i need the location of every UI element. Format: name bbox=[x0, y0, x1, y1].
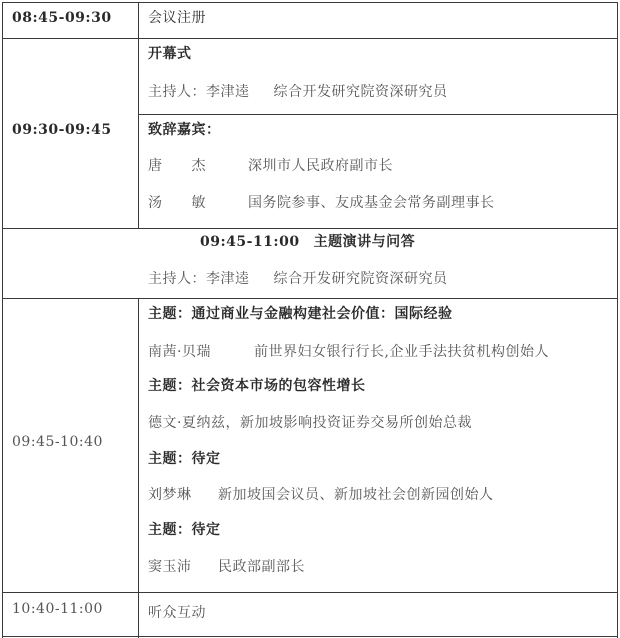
time-cell: 09:30-09:45 bbox=[12, 122, 112, 138]
host-role: 综合开发研究院资深研究员 bbox=[273, 271, 448, 287]
guest-line bbox=[148, 156, 393, 176]
guest-role: 国务院参事、友成基金会常务副理事长 bbox=[248, 195, 495, 211]
row-divider bbox=[2, 592, 618, 593]
table-border-top bbox=[2, 2, 618, 3]
table-border-right bbox=[617, 2, 618, 638]
speaker-role: 新加坡国会议员、新加坡社会创新园创始人 bbox=[218, 487, 494, 503]
guest-role: 深圳市人民政府副市长 bbox=[248, 158, 393, 174]
speaker-role: 前世界妇女银行行长,企业手法扶贫机构创始人 bbox=[254, 344, 549, 360]
speaker-name: 南茜·贝瑞 bbox=[148, 344, 211, 360]
speaker-role: 民政部副部长 bbox=[218, 559, 305, 575]
host-name: 李津逵 bbox=[206, 271, 250, 287]
topic-title: 主题：社会资本市场的包容性增长 bbox=[148, 378, 366, 394]
topic-title: 主题：通过商业与金融构建社会价值：国际经验 bbox=[148, 306, 453, 322]
row-divider bbox=[2, 38, 618, 39]
host-line bbox=[148, 82, 448, 102]
host-role: 综合开发研究院资深研究员 bbox=[273, 84, 448, 100]
speaker-line bbox=[148, 485, 494, 505]
guest-name: 汤 敏 bbox=[148, 195, 206, 211]
speaker-line bbox=[148, 342, 549, 362]
host-line bbox=[148, 269, 448, 289]
speaker-line bbox=[148, 557, 305, 577]
speaker-name: 德文·夏纳兹， bbox=[148, 415, 240, 431]
session-title: 开幕式 bbox=[148, 46, 192, 62]
session-title: 听众互动 bbox=[148, 605, 206, 621]
speaker-line bbox=[148, 413, 472, 433]
topic-title: 主题：待定 bbox=[148, 522, 221, 538]
time-cell: 10:40-11:00 bbox=[12, 601, 103, 617]
row-divider bbox=[2, 228, 618, 229]
table-border-left bbox=[2, 2, 3, 638]
time-cell: 09:45-10:40 bbox=[12, 434, 103, 450]
row-divider bbox=[2, 636, 618, 637]
speaker-name: 刘梦琳 bbox=[148, 487, 192, 503]
guest-line bbox=[148, 193, 495, 213]
topic-title: 主题：待定 bbox=[148, 451, 221, 467]
host-name: 李津逵 bbox=[206, 84, 250, 100]
speech-title: 致辞嘉宾： bbox=[148, 122, 221, 138]
session-title: 会议注册 bbox=[148, 10, 206, 26]
guest-name: 唐 杰 bbox=[148, 158, 206, 174]
column-divider bbox=[138, 2, 139, 228]
keynote-header bbox=[200, 232, 415, 252]
time-cell: 08:45-09:30 bbox=[12, 10, 112, 26]
column-divider bbox=[138, 298, 139, 638]
row-divider bbox=[2, 298, 618, 299]
host-label: 主持人： bbox=[148, 84, 206, 100]
speaker-name: 窦玉沛 bbox=[148, 559, 192, 575]
host-label: 主持人： bbox=[148, 271, 206, 287]
keynote-title: 主题演讲与问答 bbox=[313, 234, 416, 250]
keynote-time: 09:45-11:00 bbox=[200, 234, 300, 250]
speaker-role: 新加坡影响投资证券交易所创始总裁 bbox=[239, 415, 472, 431]
row-divider bbox=[138, 114, 618, 115]
